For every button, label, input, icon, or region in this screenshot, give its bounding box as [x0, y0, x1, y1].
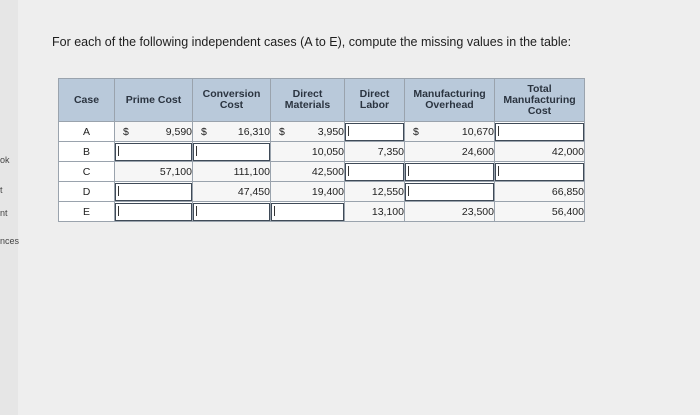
value-text: 9,590: [165, 125, 192, 138]
prime-cost-value: [115, 122, 193, 142]
conversion-cost-value: 47,450: [193, 182, 271, 202]
manufacturing-overhead-input-cell[interactable]: [405, 162, 495, 182]
sidebar-fragment[interactable]: t: [0, 185, 3, 195]
header-direct-labor: Direct Labor: [345, 79, 405, 122]
header-case: Case: [59, 79, 115, 122]
prime-cost-input[interactable]: [115, 203, 192, 221]
conversion-cost-input[interactable]: [193, 143, 270, 161]
manufacturing-overhead-input[interactable]: [405, 183, 494, 201]
dollar-sign: $: [201, 125, 207, 138]
direct-materials-input[interactable]: [271, 203, 344, 221]
header-prime-cost: Prime Cost: [115, 79, 193, 122]
value-text: 10,670: [461, 125, 494, 138]
prime-cost-input[interactable]: [115, 143, 192, 161]
sidebar-fragment[interactable]: nces: [0, 236, 20, 246]
direct-labor-input-cell[interactable]: [345, 122, 405, 142]
cost-table: [58, 78, 585, 222]
case-label: C: [59, 162, 115, 182]
prime-cost-input-cell[interactable]: [115, 142, 193, 162]
direct-materials-value: 19,400: [271, 182, 345, 202]
total-manufacturing-cost-value: 56,400: [495, 202, 585, 222]
case-label: D: [59, 182, 115, 202]
header-manufacturing-overhead: Manufacturing Overhead: [405, 79, 495, 122]
conversion-cost-input[interactable]: [193, 203, 270, 221]
manufacturing-overhead-value: [405, 122, 495, 142]
manufacturing-overhead-input[interactable]: [405, 163, 494, 181]
case-label: A: [59, 122, 115, 142]
total-manufacturing-cost-input-cell[interactable]: [495, 122, 585, 142]
header-conversion-cost: Conversion Cost: [193, 79, 271, 122]
conversion-cost-input-cell[interactable]: [193, 202, 271, 222]
direct-labor-input[interactable]: [345, 123, 404, 141]
prime-cost-input-cell[interactable]: [115, 182, 193, 202]
manufacturing-overhead-input-cell[interactable]: [405, 182, 495, 202]
conversion-cost-input-cell[interactable]: [193, 142, 271, 162]
manufacturing-overhead-value: 23,500: [405, 202, 495, 222]
sidebar-fragment[interactable]: nt: [0, 208, 8, 218]
manufacturing-overhead-value: 24,600: [405, 142, 495, 162]
total-manufacturing-cost-input-cell[interactable]: [495, 162, 585, 182]
total-manufacturing-cost-value: 42,000: [495, 142, 585, 162]
conversion-cost-value: 111,100: [193, 162, 271, 182]
prime-cost-value: 57,100: [115, 162, 193, 182]
dollar-sign: $: [123, 125, 129, 138]
header-direct-materials: Direct Materials: [271, 79, 345, 122]
case-label: B: [59, 142, 115, 162]
dollar-sign: $: [279, 125, 285, 138]
conversion-cost-value: [193, 122, 271, 142]
total-manufacturing-cost-input[interactable]: [495, 163, 584, 181]
direct-labor-value: 12,550: [345, 182, 405, 202]
total-manufacturing-cost-value: 66,850: [495, 182, 585, 202]
direct-materials-value: 42,500: [271, 162, 345, 182]
direct-labor-value: 7,350: [345, 142, 405, 162]
table-row: [59, 142, 585, 162]
prime-cost-input[interactable]: [115, 183, 192, 201]
direct-materials-value: [271, 122, 345, 142]
total-manufacturing-cost-input[interactable]: [495, 123, 584, 141]
question-prompt: For each of the following independent cases (A to E), compute the missing values in the table:: [52, 35, 572, 49]
direct-labor-value: 13,100: [345, 202, 405, 222]
header-total-manufacturing-cost: Total Manufacturing Cost: [495, 79, 585, 122]
table-row: [59, 202, 585, 222]
dollar-sign: $: [413, 125, 419, 138]
table-row: [59, 122, 585, 142]
value-text: 3,950: [317, 125, 344, 138]
direct-labor-input[interactable]: [345, 163, 404, 181]
table-row: [59, 182, 585, 202]
direct-labor-input-cell[interactable]: [345, 162, 405, 182]
direct-materials-value: 10,050: [271, 142, 345, 162]
prime-cost-input-cell[interactable]: [115, 202, 193, 222]
sidebar-fragment[interactable]: ok: [0, 155, 10, 165]
table-header-row: [59, 79, 585, 122]
direct-materials-input-cell[interactable]: [271, 202, 345, 222]
table-row: [59, 162, 585, 182]
case-label: E: [59, 202, 115, 222]
value-text: 16,310: [237, 125, 270, 138]
